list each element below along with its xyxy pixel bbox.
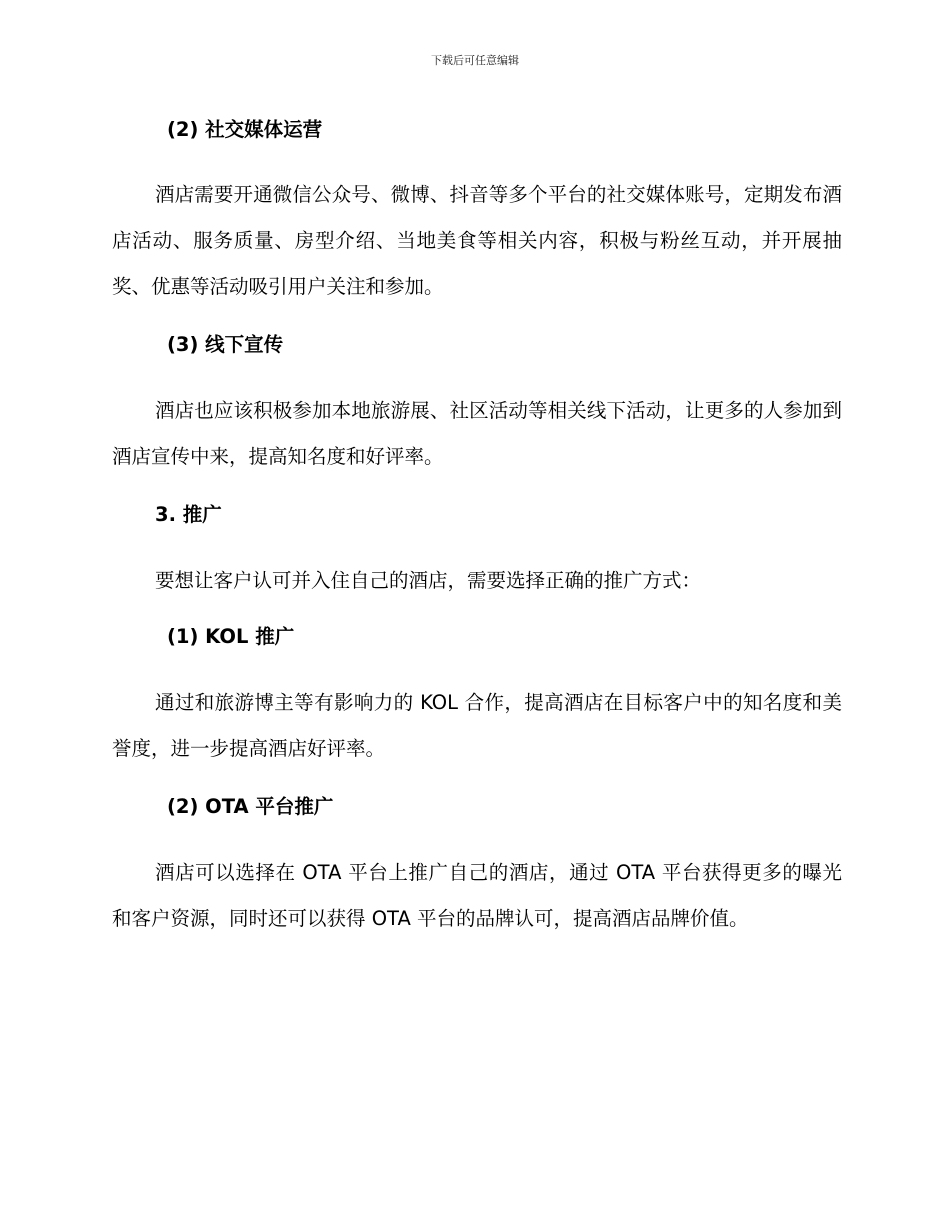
page-header-note: 下载后可任意编辑 (431, 54, 519, 67)
paragraph-social-media: 酒店需要开通微信公众号、微博、抖音等多个平台的社交媒体账号，定期发布酒店活动、服务质量、房型介绍、当地美食等相关内容，积极与粉丝互动，并开展抽奖、优惠等活动吸引用户关注和参加。 (112, 183, 842, 298)
heading-social-media: (2) 社交媒体运营 (167, 118, 323, 141)
paragraph-kol: 通过和旅游博主等有影响力的 KOL 合作，提高酒店在目标客户中的知名度和美誉度，进一步提高酒店好评率。 (112, 691, 842, 760)
document-body (112, 114, 842, 942)
heading-promotion: 3. 推广 (155, 503, 222, 526)
heading-kol: (1) KOL 推广 (167, 625, 295, 648)
paragraph-offline: 酒店也应该积极参加本地旅游展、社区活动等相关线下活动，让更多的人参加到酒店宣传中来，提高知名度和好评率。 (112, 399, 842, 468)
paragraph-ota: 酒店可以选择在 OTA 平台上推广自己的酒店，通过 OTA 平台获得更多的曝光和客户资源，同时还可以获得 OTA 平台的品牌认可，提高酒店品牌价值。 (112, 861, 842, 930)
heading-ota: (2) OTA 平台推广 (167, 795, 334, 818)
paragraph-promotion: 要想让客户认可并入住自己的酒店，需要选择正确的推广方式： (155, 569, 702, 592)
heading-offline: (3) 线下宣传 (167, 333, 284, 356)
